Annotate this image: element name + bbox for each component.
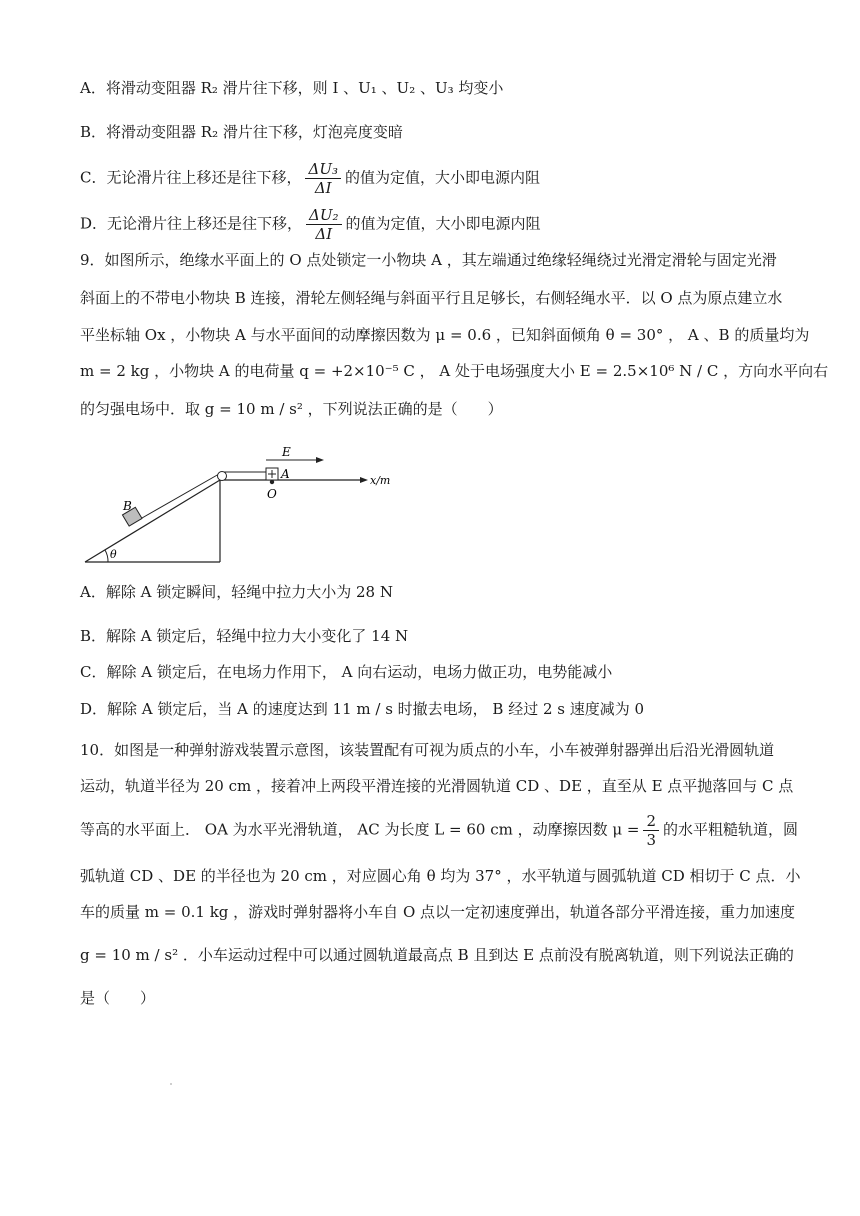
label-b: B: [123, 499, 132, 513]
fraction-denominator: ΔI: [314, 179, 332, 197]
q10-line-3-text: 等高的水平面上． OA 为水平光滑轨道， AC 为长度 L = 60 cm ，动摩擦因数 μ =: [80, 820, 640, 839]
q10-text-line-5: 车的质量 m = 0.1 kg ，游戏时弹射器将小车自 O 点以一定初速度弹出，轨道各部分平滑连接，重力加速度: [80, 903, 796, 921]
q8-option-d-suffix: 的值为定值，大小即电源内阻: [345, 214, 541, 233]
label-theta: θ: [110, 548, 117, 561]
q10-line-3-suffix: 的水平粗糙轨道，圆: [663, 820, 799, 839]
q10-text-line-4: 弧轨道 CD 、DE 的半径也为 20 cm ，对应圆心角 θ 均为 37° ，水平轨道与圆弧轨道 CD 相切于 C 点．小: [80, 867, 801, 885]
x-axis-arrow: [360, 477, 368, 483]
q9-option-a: A．解除 A 锁定瞬间，轻绳中拉力大小为 28 N: [80, 583, 393, 601]
q8-option-d-fraction: [306, 206, 342, 243]
q9-text-line-2: 斜面上的不带电小物块 B 连接，滑轮左侧轻绳与斜面平行且足够长，右侧轻绳水平．以 O 点为原点建立水: [80, 289, 783, 307]
fraction-numerator: 2: [643, 812, 659, 831]
fraction-denominator: 3: [646, 831, 656, 849]
q10-text-line-2: 运动，轨道半径为 20 cm ，接着冲上两段平滑连接的光滑圆轨道 CD 、DE ，直至从 E 点平抛落回与 C 点: [80, 777, 794, 795]
q10-text-line-7: 是（ ）: [80, 989, 156, 1007]
q9-option-b: B．解除 A 锁定后，轻绳中拉力大小变化了 14 N: [80, 627, 409, 645]
q9-option-c: C．解除 A 锁定后，在电场力作用下， A 向右运动，电场力做正功，电势能减小: [80, 663, 613, 681]
label-o: O: [267, 487, 277, 501]
pulley-icon: [218, 472, 227, 481]
q8-option-c-text: C．无论滑片往上移还是往下移，: [80, 168, 302, 187]
q9-text-line-3: 平坐标轴 Ox ，小物块 A 与水平面间的动摩擦因数为 μ = 0.6 ，已知斜面倾角 θ = 30° ， A 、B 的质量均为: [80, 326, 810, 344]
q8-option-a: A．将滑动变阻器 R₂ 滑片往下移，则 I 、U₁ 、U₂ 、U₃ 均变小: [80, 79, 504, 97]
stray-dot: [170, 1083, 172, 1085]
q9-option-d: D．解除 A 锁定后，当 A 的速度达到 11 m / s 时撤去电场， B 经过 2 s 速度减为 0: [80, 700, 645, 718]
q9-text-line-4: m = 2 kg ，小物块 A 的电荷量 q = +2×10⁻⁵ C ， A 处于电场强度大小 E = 2.5×10⁶ N / C ，方向水平向右: [80, 362, 829, 380]
q10-text-line-3: [80, 812, 798, 849]
label-e: E: [282, 445, 291, 459]
q8-option-d: [80, 206, 541, 243]
q8-option-b: B．将滑动变阻器 R₂ 滑片往下移，灯泡亮度变暗: [80, 123, 403, 141]
q10-text-line-1: 10．如图是一种弹射游戏装置示意图，该装置配有可视为质点的小车，小车被弹射器弹出后沿光滑圆轨道: [80, 741, 775, 759]
fraction-numerator: ΔU₂: [306, 206, 342, 225]
q8-option-c-fraction: [305, 160, 341, 197]
q8-option-c-suffix: 的值为定值，大小即电源内阻: [344, 168, 540, 187]
label-a: A: [281, 467, 290, 481]
fraction-denominator: ΔI: [315, 225, 333, 243]
fraction-numerator: ΔU₃: [305, 160, 341, 179]
incline-surface: [85, 480, 220, 562]
q8-option-c: [80, 160, 540, 197]
q9-text-line-5: 的匀强电场中．取 g = 10 m / s² ，下列说法正确的是（ ）: [80, 400, 503, 418]
q10-friction-fraction: [643, 812, 659, 849]
label-axis: x/m: [370, 474, 391, 487]
field-arrow-head: [316, 457, 324, 463]
angle-arc: [105, 550, 108, 562]
q9-text-line-1: 9．如图所示，绝缘水平面上的 O 点处锁定一小物块 A ，其左端通过绝缘轻绳绕过光滑定滑轮与固定光滑: [80, 251, 777, 269]
q8-option-d-text: D．无论滑片往上移还是往下移，: [80, 214, 303, 233]
rope-incline: [135, 474, 219, 522]
origin-point: [270, 480, 274, 484]
q10-text-line-6: g = 10 m / s² ．小车运动过程中可以通过圆轨道最高点 B 且到达 E 点前没有脱离轨道，则下列说法正确的: [80, 946, 794, 964]
incline-pulley-figure: [80, 440, 400, 570]
